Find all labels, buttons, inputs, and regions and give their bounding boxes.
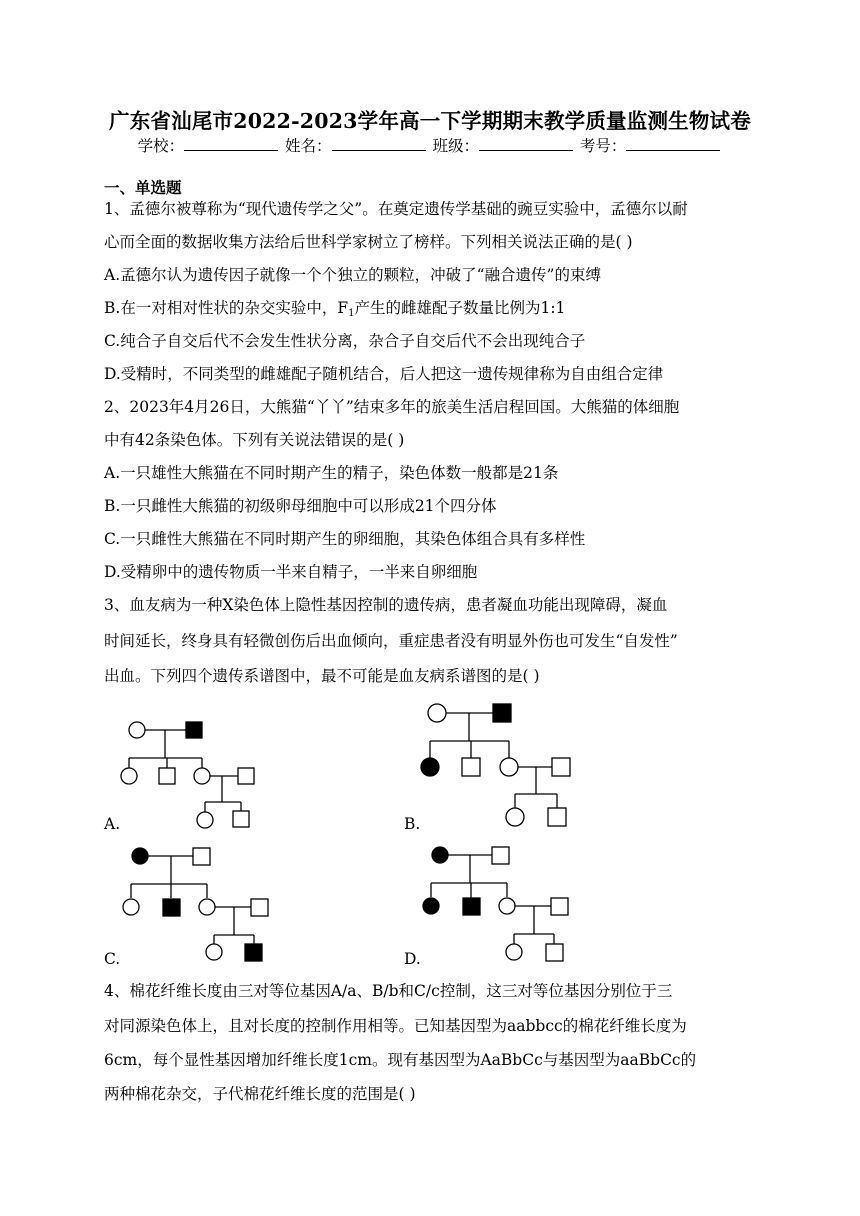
q1-option-d: D.受精时，不同类型的雌雄配子随机结合，后人把这一遗传规律称为自由组合定律 — [104, 365, 664, 383]
q1-option-b-prefix: B.在一对相对性状的杂交实验中，F — [104, 299, 349, 317]
pedigree-b-affected-daughter — [421, 758, 439, 776]
q4-stem-line-2: 对同源染色体上，且对长度的控制作用相等。已知基因型为aabbcc的棉花纤维长度为 — [104, 1017, 687, 1035]
pedigree-c-affected-son — [163, 899, 180, 916]
pedigree-a-granddaughter — [197, 812, 213, 828]
q1-option-b-suffix: 产生的雌雄配子数量比例为1:1 — [354, 299, 566, 317]
student-info-line — [0, 134, 860, 156]
pedigree-c-son-in-law — [251, 899, 268, 916]
q1-stem-line-2: 心而全面的数据收集方法给后世科学家树立了榜样。下列相关说法正确的是( ) — [104, 233, 633, 251]
pedigree-b-daughter — [500, 758, 518, 776]
pedigree-d-son-in-law — [551, 898, 568, 915]
q2-option-d: D.受精卵中的遗传物质一半来自精子，一半来自卵细胞 — [104, 563, 478, 581]
q2-option-c: C.一只雌性大熊猫在不同时期产生的卵细胞，其染色体组合具有多样性 — [104, 530, 586, 548]
pedigree-d-grandson — [546, 944, 563, 961]
pedigree-d-granddaughter — [506, 944, 522, 960]
pedigree-d-affected-son — [463, 898, 480, 915]
pedigree-d-father — [492, 847, 509, 864]
pedigree-a-mother — [129, 722, 145, 738]
pedigree-b-mother — [428, 704, 446, 722]
pedigree-a-son-in-law — [238, 768, 254, 784]
pedigree-c-label: C. — [104, 950, 121, 968]
pedigree-d-daughter — [499, 898, 515, 914]
q4-stem-line-1: 4、棉花纤维长度由三对等位基因A/a、B/b和C/c控制，这三对等位基因分别位于三 — [104, 982, 673, 1000]
name-blank[interactable] — [332, 136, 426, 151]
class-label: 班级： — [432, 137, 479, 155]
q2-stem-line-2: 中有42条染色体。下列有关说法错误的是( ) — [104, 431, 405, 449]
q1-stem-line-1: 1、孟德尔被尊称为“现代遗传学之父”。在奠定遗传学基础的豌豆实验中，孟德尔以耐 — [104, 200, 688, 218]
q1-option-a: A.孟德尔认为遗传因子就像一个个独立的颗粒，冲破了“融合遗传”的束缚 — [104, 266, 601, 284]
class-blank[interactable] — [479, 136, 573, 151]
name-label: 姓名： — [285, 137, 332, 155]
pedigree-a — [110, 712, 270, 832]
pedigree-c-father — [193, 848, 210, 865]
pedigree-b-son — [462, 758, 480, 776]
q2-option-a: A.一只雄性大熊猫在不同时期产生的精子，染色体数一般都是21条 — [104, 464, 559, 482]
pedigree-b-son-in-law — [552, 758, 570, 776]
q3-stem-line-1: 3、血友病为一种X染色体上隐性基因控制的遗传病，患者凝血功能出现障碍，凝血 — [104, 596, 668, 614]
q1-option-b — [104, 298, 565, 324]
pedigree-d-label: D. — [404, 950, 421, 968]
pedigree-c — [118, 840, 278, 965]
pedigree-a-daughter-2 — [194, 768, 210, 784]
q1-option-c: C.纯合子自交后代不会发生性状分离，杂合子自交后代不会出现纯合子 — [104, 332, 586, 350]
pedigree-b — [414, 698, 584, 833]
page-title: 广东省汕尾市2022-2023学年高一下学期期末教学质量监测生物试卷 — [109, 109, 751, 133]
q3-stem-line-3: 出血。下列四个遗传系谱图中，最不可能是血友病系谱图的是( ) — [104, 667, 540, 685]
pedigree-b-affected-father — [493, 704, 511, 722]
q3-stem-line-2: 时间延长，终身具有轻微创伤后出血倾向，重症患者没有明显外伤也可发生“自发性” — [104, 632, 678, 650]
pedigree-b-granddaughter — [506, 808, 524, 826]
pedigree-a-daughter-1 — [121, 768, 137, 784]
pedigree-a-son — [159, 768, 175, 784]
exam-no-blank[interactable] — [626, 136, 720, 151]
pedigree-b-label: B. — [404, 815, 421, 833]
q4-stem-line-4: 两种棉花杂交，子代棉花纤维长度的范围是( ) — [104, 1085, 416, 1103]
school-blank[interactable] — [184, 136, 278, 151]
pedigree-d — [418, 840, 578, 965]
pedigree-c-affected-mother — [132, 848, 148, 864]
pedigree-c-affected-grandson — [245, 944, 262, 961]
q2-option-b: B.一只雌性大熊猫的初级卵母细胞中可以形成21个四分体 — [104, 497, 497, 515]
pedigree-a-label: A. — [104, 815, 121, 833]
section-title: 一、单选题 — [104, 178, 182, 197]
q2-stem-line-1: 2、2023年4月26日，大熊猫“丫丫”结束多年的旅美生活启程回国。大熊猫的体细胞 — [104, 398, 680, 416]
pedigree-d-affected-daughter — [423, 898, 439, 914]
pedigree-c-daughter-2 — [199, 899, 215, 915]
pedigree-a-grandson — [233, 811, 249, 827]
school-label: 学校： — [137, 137, 185, 155]
q1-option-b-subscript: 1 — [348, 308, 355, 319]
pedigree-c-daughter-1 — [123, 899, 139, 915]
pedigree-b-grandson — [548, 808, 566, 826]
pedigree-c-granddaughter — [206, 944, 222, 960]
exam-no-label: 考号： — [579, 137, 627, 155]
pedigree-a-affected-father — [186, 722, 202, 738]
q4-stem-line-3: 6cm，每个显性基因增加纤维长度1cm。现有基因型为AaBbCc与基因型为aaBbCc的 — [104, 1051, 697, 1069]
pedigree-d-affected-mother — [432, 847, 448, 863]
